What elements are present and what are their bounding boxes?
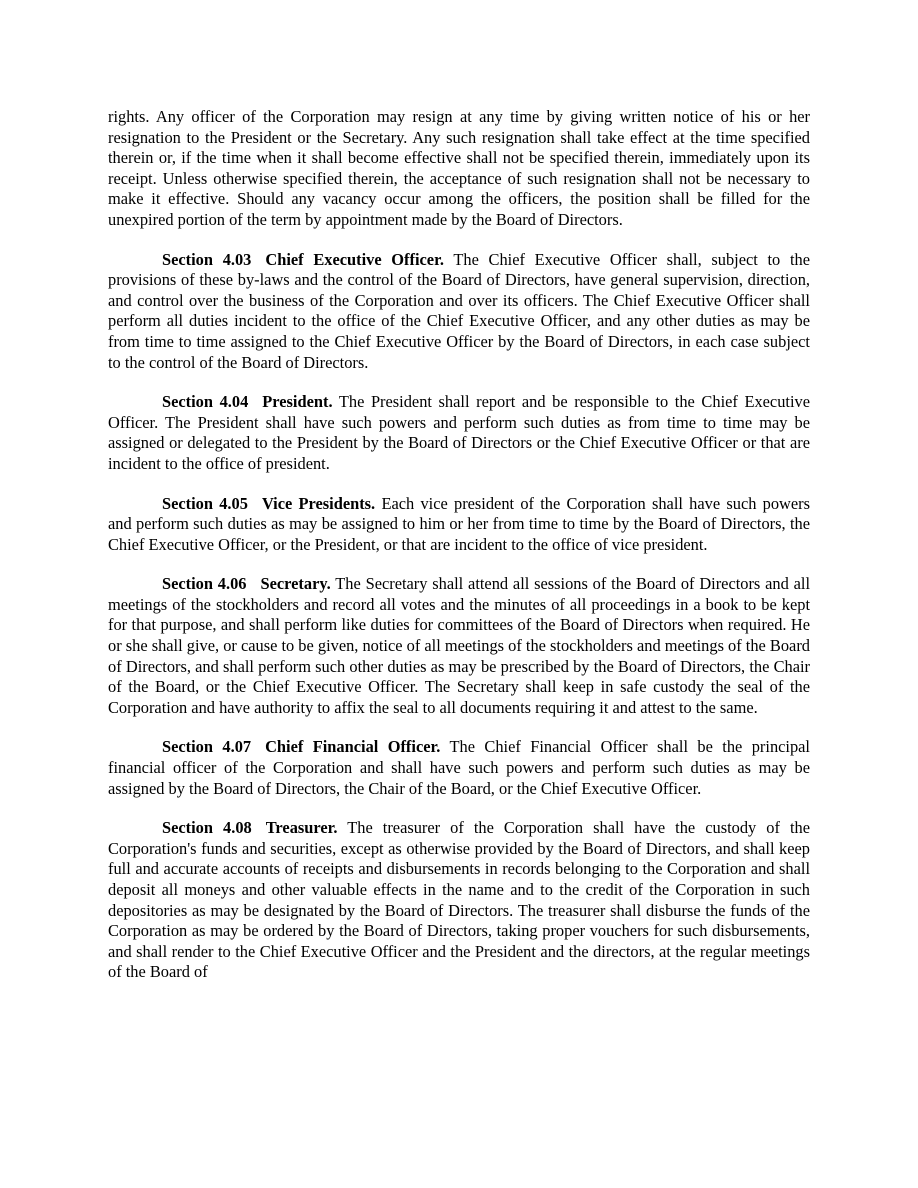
section-4-07	[108, 737, 810, 799]
section-number: Section 4.04	[162, 392, 249, 412]
section-body: The Chief Financial Officer shall be the principal financial officer of the Corporation and shall have such powers and perform such duties as may be assigned by the Board of Directors, the Chair of the Board, or the Chief Executive Officer.	[108, 737, 810, 798]
section-title: President.	[262, 392, 333, 412]
section-body: The Chief Executive Officer shall, subject to the provisions of these by-laws and the control of the Board of Directors, have general supervision, direction, and control over the business of the Corporation and over its officers. The Chief Executive Officer shall perform all duties incident to the office of the Chief Executive Officer, and any other duties as may be from time to time assigned to the Chief Executive Officer by the Board of Directors, in each case subject to the control of the Board of Directors.	[108, 249, 810, 372]
section-4-06	[108, 574, 810, 718]
section-number: Section 4.06	[162, 574, 247, 594]
section-number: Section 4.03	[162, 249, 252, 269]
document-page	[108, 107, 810, 1002]
section-body: The Secretary shall attend all sessions of the Board of Directors and all meetings of the stockholders and record all votes and the minutes of all proceedings in a book to be kept for that purpose, and shall perform like duties for committees of the Board of Directors when required. He or she shall give, or cause to be given, notice of all meetings of the stockholders and meetings of the Board of Directors, and shall perform such other duties as may be prescribed by the Board of Directors, the Chair of the Board, or the Chief Executive Officer. The Secretary shall keep in safe custody the seal of the Corporation and have authority to affix the seal to all documents requiring it and attest to the same.	[108, 574, 810, 717]
section-number: Section 4.07	[162, 737, 252, 757]
section-title: Chief Financial Officer.	[265, 737, 441, 757]
section-4-08	[108, 818, 810, 983]
section-number: Section 4.08	[162, 818, 252, 838]
section-title: Treasurer.	[265, 818, 338, 838]
section-4-03	[108, 250, 810, 374]
section-body: The treasurer of the Corporation shall have the custody of the Corporation's funds and securities, except as otherwise provided by the Board of Directors, and shall keep full and accurate accounts of receipts and disbursements in records belonging to the Corporation and shall deposit all moneys and other valuable effects in the name and to the credit of the Corporation in such depositories as may be designated by the Board of Directors. The treasurer shall disburse the funds of the Corporation as may be ordered by the Board of Directors, taking proper vouchers for such disbursements, and shall render to the Chief Executive Officer and the President and the directors, at the regular meetings of the Board of	[108, 818, 810, 982]
section-number: Section 4.05	[162, 493, 248, 513]
section-title: Vice Presidents.	[261, 493, 376, 513]
continuation-paragraph: rights. Any officer of the Corporation may resign at any time by giving written notice of his or her resignation to the President or the Secretary. Any such resignation shall take effect at the time specified therein or, if the time when it shall become effective shall not be specified therein, immediately upon its receipt. Unless otherwise specified therein, the acceptance of such resignation shall not be necessary to make it effective. Should any vacancy occur among the officers, the position shall be filled for the unexpired portion of the term by appointment made by the Board of Directors.	[108, 107, 810, 229]
section-title: Secretary.	[260, 574, 331, 594]
section-4-05	[108, 494, 810, 556]
section-body: Each vice president of the Corporation shall have such powers and perform such duties as may be assigned to him or her from time to time by the Board of Directors, the Chief Executive Officer, or the President, or that are incident to the office of vice president.	[108, 493, 811, 554]
section-4-04	[108, 392, 810, 474]
section-body: The President shall report and be responsible to the Chief Executive Officer. The President shall have such powers and perform such duties as from time to time may be assigned or delegated to the President by the Board of Directors or the Chief Executive Officer or that are incident to the office of president.	[108, 392, 810, 473]
section-title: Chief Executive Officer.	[265, 249, 444, 269]
